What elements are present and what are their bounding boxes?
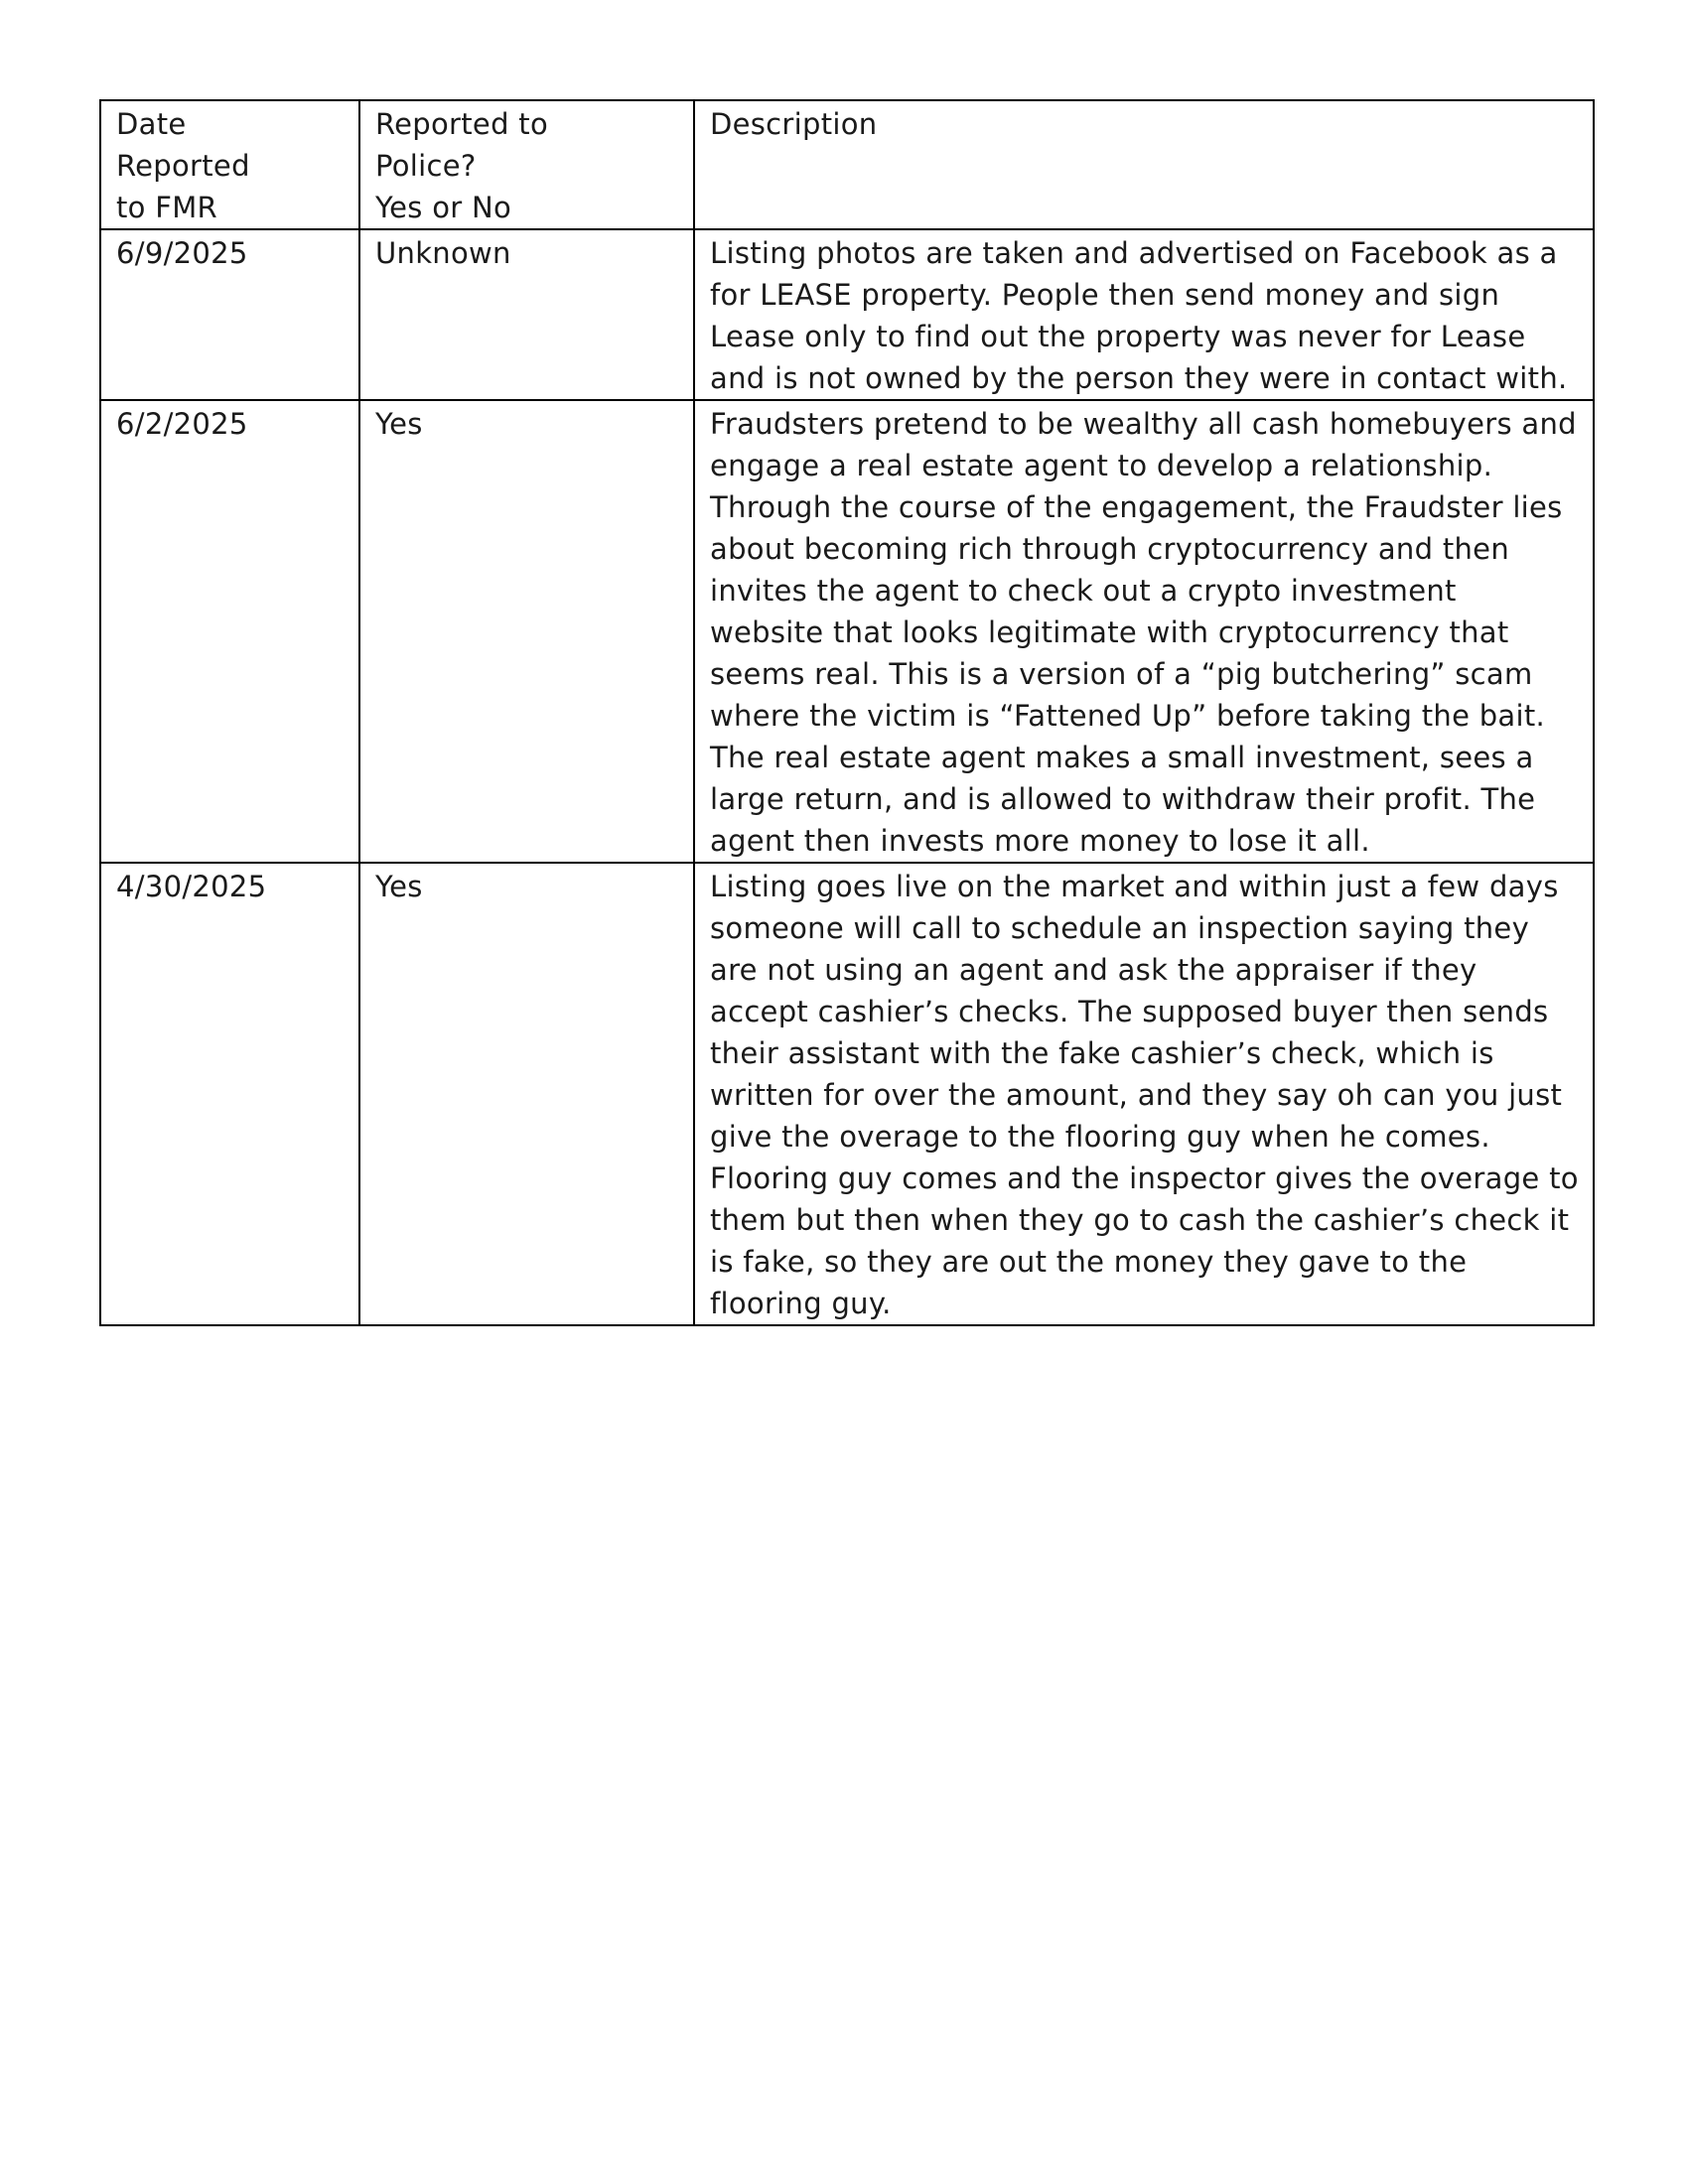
- row-description: Listing goes live on the market and within just a few days someone will call to schedule an inspection saying they are not using an agent and ask the appraiser if they accept cashier’s checks. The supposed buyer then sends their assistant with the fake cashier’s check, which is written for over the amount, and they say oh can you just give the overage to the flooring guy when he comes. Flooring guy comes and the inspector gives the overage to them but then when they go to cash the cashier’s check it is fake, so they are out the money they gave to the flooring guy.: [694, 863, 1594, 1325]
- table-header: [100, 100, 1594, 229]
- row-reported-to-police: Yes: [359, 400, 694, 863]
- header-row: [100, 100, 1594, 229]
- row-reported-to-police: Unknown: [359, 229, 694, 400]
- header-police-line-2: Police?: [375, 149, 477, 183]
- header-police-line-3: Yes or No: [375, 191, 512, 224]
- fraud-report-table: [99, 99, 1595, 1326]
- table-body: [100, 229, 1594, 1325]
- header-police-line-1: Reported to: [375, 107, 549, 141]
- header-date-line-2: Reported: [116, 149, 250, 183]
- header-reported-to-police: [359, 100, 694, 229]
- header-date-line-1: Date: [116, 107, 187, 141]
- header-date-reported: [100, 100, 359, 229]
- row-date: 4/30/2025: [100, 863, 359, 1325]
- row-date: 6/2/2025: [100, 400, 359, 863]
- row-date: 6/9/2025: [100, 229, 359, 400]
- row-description: Fraudsters pretend to be wealthy all cash homebuyers and engage a real estate agent to develop a relationship. Through the course of the engagement, the Fraudster lies about becoming rich through cryptocurrency and then invites the agent to check out a crypto investment website that looks legitimate with cryptocurrency that seems real. This is a version of a “pig butchering” scam where the victim is “Fattened Up” before taking the bait. The real estate agent makes a small investment, sees a large return, and is allowed to withdraw their profit. The agent then invests more money to lose it all.: [694, 400, 1594, 863]
- table-row: [100, 863, 1594, 1325]
- table-row: [100, 229, 1594, 400]
- header-date-line-3: to FMR: [116, 191, 217, 224]
- row-reported-to-police: Yes: [359, 863, 694, 1325]
- header-description: Description: [694, 100, 1594, 229]
- table-row: [100, 400, 1594, 863]
- row-description: Listing photos are taken and advertised on Facebook as a for LEASE property. People then send money and sign Lease only to find out the property was never for Lease and is not owned by the person they were in contact with.: [694, 229, 1594, 400]
